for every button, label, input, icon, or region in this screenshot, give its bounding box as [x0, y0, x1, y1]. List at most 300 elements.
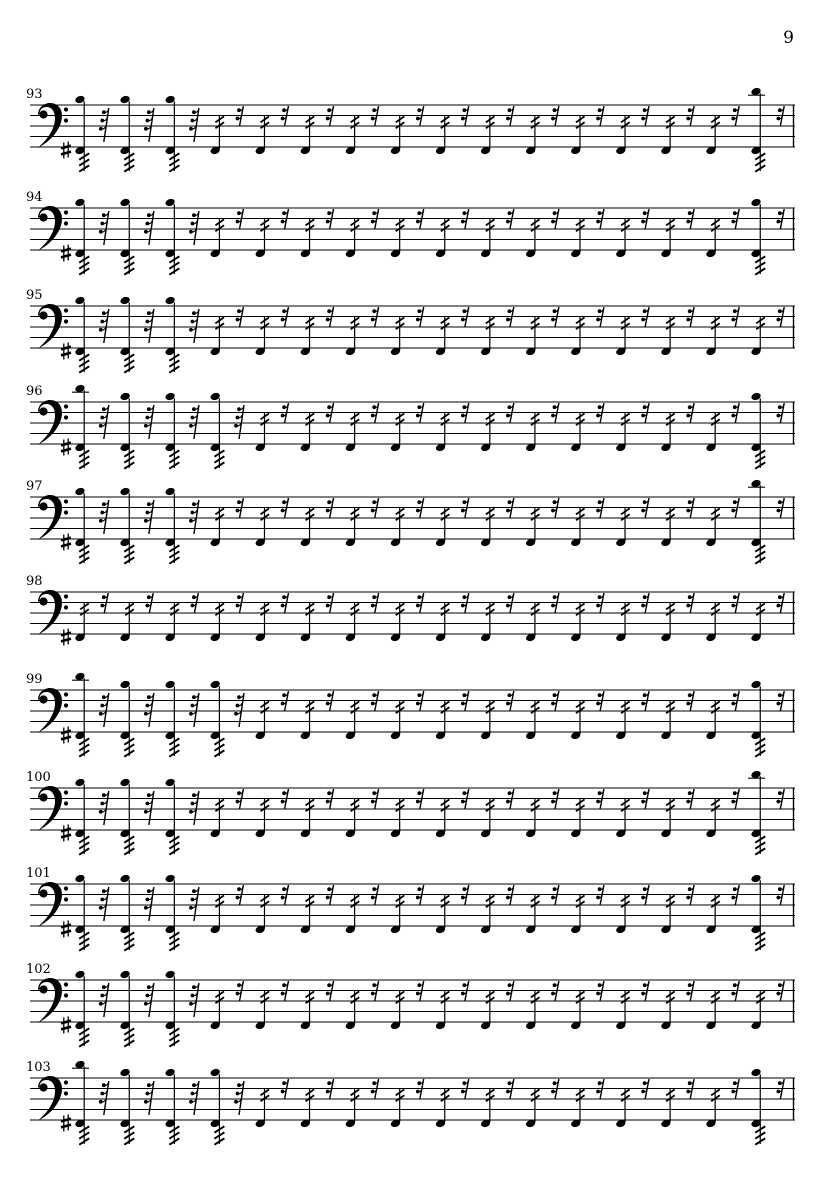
rest-hook-dot	[731, 1090, 735, 1094]
rest-hook-dot	[102, 311, 106, 315]
rest-hook-dot	[731, 800, 735, 804]
rest-hook-dot	[508, 500, 512, 504]
rest-hook-dot	[733, 595, 737, 599]
rest-hook-dot	[508, 309, 512, 313]
rest-hook-dot	[461, 992, 465, 996]
note-low	[390, 316, 404, 356]
rest-hook-dot	[688, 887, 692, 891]
rest-hook-dot	[102, 213, 106, 217]
rest-hook-dot	[461, 414, 465, 418]
rest-hook-dot	[147, 695, 151, 699]
note-low	[525, 700, 539, 740]
beat-event	[210, 981, 244, 1030]
note-chord	[164, 487, 179, 564]
rest-hook-dot	[462, 595, 466, 599]
note-chord	[119, 487, 134, 564]
rest-hook-dot	[598, 500, 602, 504]
clef-dot	[64, 886, 68, 890]
stroke	[61, 633, 71, 636]
beat-event	[705, 106, 739, 155]
beat-event	[210, 885, 244, 934]
beat-event	[660, 885, 694, 934]
rest-hook-dot	[461, 604, 465, 608]
rest-hook-dot	[461, 1090, 465, 1094]
rest-hook-dot	[371, 896, 375, 900]
rest-hook-dot	[598, 887, 602, 891]
clef-blob	[39, 695, 47, 703]
beat-event	[435, 885, 469, 934]
note-low	[660, 115, 674, 155]
beat-event	[345, 307, 379, 356]
clef-dot	[64, 692, 68, 696]
clef-blob	[39, 793, 47, 801]
clef-dot	[64, 118, 68, 122]
note-low	[705, 990, 719, 1030]
rest-hook-dot	[641, 220, 645, 224]
rest-hook-dot	[192, 889, 196, 893]
rest-hook-dot	[686, 702, 690, 706]
rest-hook-dot	[776, 220, 780, 224]
note-low	[255, 990, 269, 1030]
note-chord	[119, 680, 134, 757]
note-low	[570, 700, 584, 740]
beat-event	[435, 403, 469, 452]
rest-hook-dot	[102, 985, 106, 989]
rest-hook-dot	[778, 405, 782, 409]
note-low	[570, 412, 584, 452]
rest-hook-dot	[778, 983, 782, 987]
note-low	[390, 602, 404, 642]
beat-event	[660, 1079, 694, 1128]
note-low	[705, 798, 719, 838]
note-low	[435, 990, 449, 1030]
beat-event	[435, 1079, 469, 1128]
rest-hook-dot	[688, 693, 692, 697]
beat-event	[255, 789, 289, 838]
beat-event	[210, 680, 244, 757]
rest-hook-dot	[553, 595, 557, 599]
measure-number: 100	[26, 770, 51, 785]
rest-hook-dot	[147, 213, 151, 217]
rest-hook-dot	[686, 117, 690, 121]
clef-blob	[39, 407, 47, 415]
note-low	[345, 115, 359, 155]
rest-hook-dot	[144, 712, 148, 716]
note-chord	[74, 970, 89, 1047]
rest-hook-dot	[147, 595, 151, 599]
rest-hook-dot	[643, 983, 647, 987]
rest-hook-dot	[234, 712, 238, 716]
beat-event	[435, 981, 469, 1030]
rest-hook-dot	[147, 502, 151, 506]
note-low	[705, 507, 719, 547]
rest-hook-dot	[326, 604, 330, 608]
rest-hook-dot	[326, 1090, 330, 1094]
beat-event	[255, 403, 289, 452]
rest-hook-dot	[327, 405, 331, 409]
beat-event	[570, 885, 604, 934]
rest-hook-dot	[733, 500, 737, 504]
rest-hook-dot	[551, 702, 555, 706]
note-low	[300, 218, 314, 258]
rest-hook-dot	[731, 604, 735, 608]
rest-hook-dot	[776, 702, 780, 706]
rest-hook-dot	[506, 992, 510, 996]
rest-hook-dot	[99, 127, 103, 131]
rest-hook-dot	[551, 1090, 555, 1094]
beat-event	[570, 403, 604, 452]
note-low	[750, 316, 764, 356]
stroke	[61, 731, 71, 734]
note-low	[255, 412, 269, 452]
rest-hook-dot	[641, 509, 645, 513]
beat-event	[164, 392, 198, 469]
note-low	[660, 412, 674, 452]
beat-event	[750, 1068, 784, 1145]
rest-hook-dot	[371, 318, 375, 322]
rest-hook-dot	[688, 1081, 692, 1085]
rest-hook-dot	[733, 309, 737, 313]
rest-hook-dot	[688, 595, 692, 599]
measure-number: 101	[26, 866, 51, 881]
note-low	[210, 218, 224, 258]
note-chord	[74, 296, 89, 373]
beat-event	[210, 498, 244, 547]
beat-event	[748, 770, 784, 855]
rest-hook-dot	[598, 211, 602, 215]
rest-hook-dot	[236, 509, 240, 513]
beat-event	[480, 691, 514, 740]
beat-event	[300, 789, 334, 838]
note-low	[435, 1088, 449, 1128]
rest-hook-dot	[551, 220, 555, 224]
rest-hook-dot	[551, 800, 555, 804]
note-chord	[164, 874, 179, 951]
note-low	[525, 894, 539, 934]
rest-hook-dot	[236, 220, 240, 224]
rest-hook-dot	[282, 309, 286, 313]
note-chord	[164, 1068, 179, 1145]
note-chord	[164, 95, 179, 172]
rest-hook-dot	[326, 509, 330, 513]
note-low	[660, 1088, 674, 1128]
rest-hook-dot	[327, 108, 331, 112]
rest-hook-dot	[733, 1081, 737, 1085]
rest-hook-dot	[641, 896, 645, 900]
note-chord	[750, 874, 765, 951]
rest-hook-dot	[598, 405, 602, 409]
stroke	[61, 249, 71, 252]
note-chord	[164, 778, 179, 855]
rest-hook-dot	[461, 509, 465, 513]
note-chord-ledger	[748, 479, 765, 564]
rest-hook-dot	[327, 309, 331, 313]
beat-event	[525, 981, 559, 1030]
clef-dot	[64, 703, 68, 707]
rest-hook-dot	[596, 800, 600, 804]
rest-hook-dot	[506, 220, 510, 224]
clef-dot	[64, 107, 68, 111]
rest-hook-dot	[551, 992, 555, 996]
rest-hook-dot	[778, 1081, 782, 1085]
note-low	[300, 990, 314, 1030]
rest-hook-dot	[731, 992, 735, 996]
rest-hook-dot	[326, 414, 330, 418]
rest-hook-dot	[598, 1081, 602, 1085]
beat-event	[615, 209, 649, 258]
sharp-accidental-icon	[61, 343, 71, 360]
rest-hook-dot	[778, 595, 782, 599]
beat-event	[164, 874, 198, 951]
sharp-accidental-icon	[61, 1115, 71, 1132]
note-low	[255, 1088, 269, 1128]
rest-hook-dot	[191, 119, 195, 123]
rest-hook-dot	[643, 108, 647, 112]
note-chord	[74, 487, 89, 564]
beat-event	[525, 691, 559, 740]
note-low	[345, 507, 359, 547]
beat-event	[750, 680, 784, 757]
note-low	[570, 316, 584, 356]
rest-hook-dot	[643, 500, 647, 504]
staff-system	[26, 87, 795, 172]
beat-event	[525, 403, 559, 452]
stroke	[61, 1125, 71, 1128]
beat-event	[164, 680, 198, 757]
note-low	[300, 1088, 314, 1128]
rest-hook-dot	[596, 414, 600, 418]
rest-hook-dot	[733, 108, 737, 112]
measure-number: 97	[26, 479, 43, 494]
rest-hook-dot	[462, 791, 466, 795]
rest-hook-dot	[282, 211, 286, 215]
beat-event	[119, 487, 153, 564]
rest-hook-dot	[99, 230, 103, 234]
staff-system	[26, 479, 795, 564]
beat-event	[300, 498, 334, 547]
rest-hook-dot	[416, 414, 420, 418]
stroke	[61, 829, 71, 832]
rest-hook-dot	[686, 604, 690, 608]
staff-system	[26, 574, 795, 646]
note-low	[525, 316, 539, 356]
clef-dot	[64, 605, 68, 609]
staff-system	[26, 962, 795, 1047]
beat-event	[705, 691, 739, 740]
beat-event	[525, 593, 559, 642]
beat-event	[435, 498, 469, 547]
beat-event	[72, 384, 109, 469]
rest-hook-dot	[191, 320, 195, 324]
rest-hook-dot	[371, 1090, 375, 1094]
rest-hook-dot	[145, 604, 149, 608]
rest-hook-dot	[596, 1090, 600, 1094]
note-low	[210, 115, 224, 155]
note-low	[750, 990, 764, 1030]
rest-hook-dot	[596, 992, 600, 996]
rest-hook-dot	[147, 110, 151, 114]
note-low	[210, 316, 224, 356]
rest-hook-dot	[731, 509, 735, 513]
rest-hook-dot	[778, 500, 782, 504]
rest-hook-dot	[192, 213, 196, 217]
note-low	[525, 115, 539, 155]
rest-hook-dot	[100, 119, 104, 123]
clef-dot	[64, 319, 68, 323]
rest-hook-dot	[236, 896, 240, 900]
beat-event	[660, 789, 694, 838]
rest-hook-dot	[192, 110, 196, 114]
note-low	[660, 990, 674, 1030]
rest-hook-dot	[371, 800, 375, 804]
rest-hook-dot	[372, 500, 376, 504]
rest-hook-dot	[192, 985, 196, 989]
rest-hook-dot	[506, 1090, 510, 1094]
beat-event	[570, 789, 604, 838]
note-low	[390, 1088, 404, 1128]
rest-hook-dot	[99, 519, 103, 523]
note-low	[390, 990, 404, 1030]
rest-hook-dot	[192, 793, 196, 797]
rest-hook-dot	[282, 887, 286, 891]
rest-hook-dot	[192, 311, 196, 315]
rest-hook-dot	[191, 704, 195, 708]
sharp-accidental-icon	[61, 825, 71, 842]
beat-event	[300, 885, 334, 934]
beat-event	[119, 778, 153, 855]
note-low	[300, 115, 314, 155]
rest-hook-dot	[553, 405, 557, 409]
rest-hook-dot	[147, 407, 151, 411]
rest-hook-dot	[326, 220, 330, 224]
rest-hook-dot	[598, 309, 602, 313]
note-low	[705, 602, 719, 642]
rest-hook-dot	[237, 407, 241, 411]
rest-hook-dot	[643, 887, 647, 891]
beat-event	[525, 885, 559, 934]
note-low	[255, 894, 269, 934]
rest-hook-dot	[99, 1100, 103, 1104]
sharp-accidental-icon	[61, 1017, 71, 1034]
note-chord	[74, 778, 89, 855]
rest-hook-dot	[506, 318, 510, 322]
rest-hook-dot	[596, 604, 600, 608]
note-low	[750, 602, 764, 642]
note-low	[705, 115, 719, 155]
staff-system	[26, 866, 795, 951]
beat-event	[525, 106, 559, 155]
beat-event	[705, 209, 739, 258]
note-low	[164, 602, 178, 642]
beat-event	[390, 691, 424, 740]
beat-event	[119, 1068, 153, 1145]
measure-number: 99	[26, 672, 43, 687]
stroke	[61, 931, 71, 934]
beat-event	[345, 789, 379, 838]
note-low	[435, 507, 449, 547]
note-chord	[210, 392, 225, 469]
rest-hook-dot	[100, 802, 104, 806]
rest-hook-dot	[598, 791, 602, 795]
stroke	[61, 255, 71, 258]
rest-hook-dot	[102, 695, 106, 699]
beat-event	[390, 209, 424, 258]
rest-hook-dot	[282, 983, 286, 987]
note-low	[435, 412, 449, 452]
rest-hook-dot	[641, 992, 645, 996]
rest-hook-dot	[326, 992, 330, 996]
rest-hook-dot	[281, 117, 285, 121]
stroke	[61, 737, 71, 740]
beat-event	[345, 691, 379, 740]
beat-event	[570, 209, 604, 258]
rest-hook-dot	[776, 992, 780, 996]
beat-event	[255, 498, 289, 547]
rest-hook-dot	[462, 211, 466, 215]
rest-hook-dot	[776, 896, 780, 900]
rest-hook-dot	[416, 992, 420, 996]
rest-hook-dot	[776, 117, 780, 121]
rest-hook-dot	[145, 994, 149, 998]
beat-event	[750, 874, 784, 951]
beat-event	[345, 106, 379, 155]
stroke	[61, 544, 71, 547]
rest-hook-dot	[145, 704, 149, 708]
note-low	[345, 218, 359, 258]
rest-hook-dot	[462, 983, 466, 987]
beat-event	[210, 209, 244, 258]
beat-event	[705, 981, 739, 1030]
rest-hook-dot	[506, 414, 510, 418]
rest-hook-dot	[641, 117, 645, 121]
rest-hook-dot	[641, 318, 645, 322]
beat-event	[480, 209, 514, 258]
note-low	[345, 798, 359, 838]
beat-event	[255, 981, 289, 1030]
sharp-accidental-icon	[61, 439, 71, 456]
rest-hook-dot	[236, 1092, 240, 1096]
beat-event	[119, 392, 153, 469]
stroke	[61, 835, 71, 838]
rest-hook-dot	[192, 1083, 196, 1087]
beat-event	[525, 209, 559, 258]
measure-number: 96	[26, 384, 43, 399]
rest-hook-dot	[643, 1081, 647, 1085]
note-low	[480, 894, 494, 934]
note-low	[300, 412, 314, 452]
beat-event	[164, 487, 198, 564]
sharp-accidental-icon	[61, 245, 71, 262]
note-low	[615, 1088, 629, 1128]
rest-hook-dot	[688, 211, 692, 215]
rest-hook-dot	[551, 318, 555, 322]
beat-event	[435, 106, 469, 155]
beat-event	[210, 789, 244, 838]
rest-hook-dot	[778, 693, 782, 697]
rest-hook-dot	[100, 511, 104, 515]
rest-hook-dot	[776, 1090, 780, 1094]
rest-hook-dot	[237, 1083, 241, 1087]
rest-hook-dot	[237, 309, 241, 313]
note-low	[615, 990, 629, 1030]
staff-system	[26, 1060, 795, 1145]
rest-hook-dot	[191, 994, 195, 998]
rest-hook-dot	[191, 416, 195, 420]
rest-hook-dot	[145, 320, 149, 324]
rest-hook-dot	[551, 117, 555, 121]
beat-event	[345, 981, 379, 1030]
beat-event	[748, 479, 784, 564]
